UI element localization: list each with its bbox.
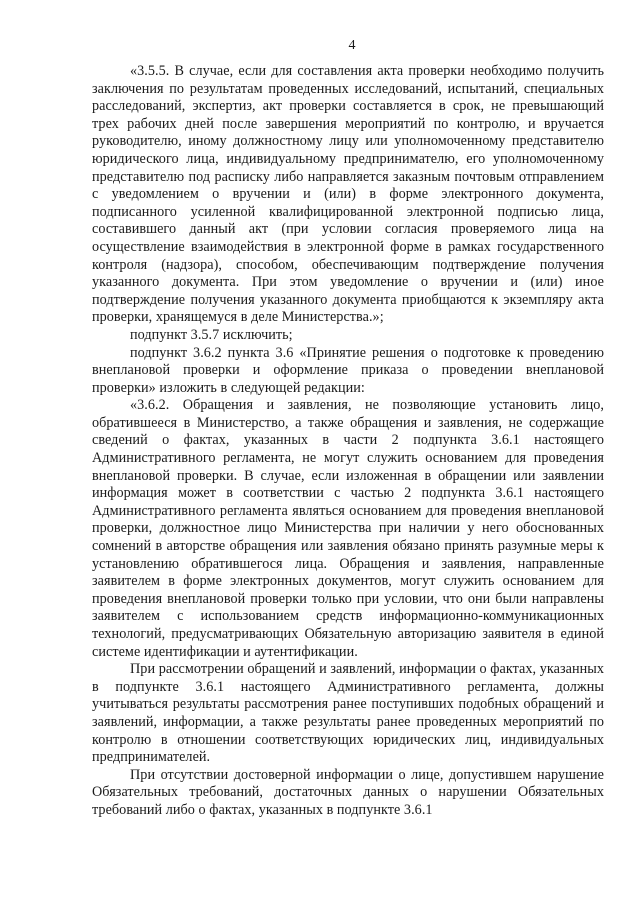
page-number: 4 <box>348 38 356 53</box>
paragraph-3-6-2: «3.6.2. Обращения и заявления, не позволяющие установить лицо, обратившееся в Министерство, а также обращения и заявления, не содержащие сведений о фактах, указанных в части 2 подпункта 3.6.1 настоящего Административного регламента, не могут служить основанием для проведения внеплановой проверки. В случае, если изложенная в обращении или заявлении информация может в соответствии с частью 2 подпункта 3.6.1 настоящего Административного регламента являться основанием для проведения внеплановой проверки, должностное лицо Министерства при наличии у него обоснованных сомнений в авторстве обращения или заявления обязано принять разумные меры к установлению обратившегося лица. Обращения и заявления, направленные заявителем в форме электронных документов, могут служить основанием для проведения внеплановой проверки только при условии, что они были направлены заявителем с использованием средств информационно-коммуникационных технологий, предусматривающих Обязательную авторизацию заявителя в единой системе идентификации и аутентификации. <box>92 397 604 660</box>
paragraph-absence-of-information: При отсутствии достоверной информации о лице, допустившем нарушение Обязательных требований, достаточных данных о нарушении Обязательных требований либо о фактах, указанных в подпункте 3.6.1 <box>92 766 604 818</box>
paragraph-amend-3-6-2: подпункт 3.6.2 пункта 3.6 «Принятие решения о подготовке к проведению внеплановой проверки и оформление приказа о проведении внеплановой проверки» изложить в следующей редакции: <box>92 344 604 396</box>
paragraph-3-5-5: «3.5.5. В случае, если для составления акта проверки необходимо получить заключения по результатам проведенных исследований, испытаний, специальных расследований, экспертиз, акт проверки составляется в срок, не превышающий трех рабочих дней после завершения мероприятий по контролю, и вручается руководителю, иному должностному лицу или уполномоченному представителю юридического лица, индивидуальному предпринимателю, его уполномоченному представителю под расписку либо направляется заказным почтовым отправлением с уведомлением о вручении и (или) в форме электронного документа, подписанного усиленной квалифицированной электронной подписью лица, составившего данный акт (при условии согласия проверяемого лица на осуществление взаимодействия в электронной форме в рамках государственного контроля (надзора), способом, обеспечивающим подтверждение получения указанного документа. При этом уведомление о вручении и (или) иное подтверждение получения указанного документа приобщаются к экземпляру акта проверки, хранящемуся в деле Министерства.»; <box>92 63 604 326</box>
paragraph-consideration: При рассмотрении обращений и заявлений, информации о фактах, указанных в подпункте 3.6.1 настоящего Административного регламента, должны учитываться результаты рассмотрения ранее поступивших подобных обращений и заявлений, информации, а также результаты ранее проведенных мероприятий по контролю в отношении соответствующих юридических лиц, индивидуальных предпринимателей. <box>92 661 604 766</box>
paragraph-exclude-3-5-7: подпункт 3.5.7 исключить; <box>130 326 293 343</box>
